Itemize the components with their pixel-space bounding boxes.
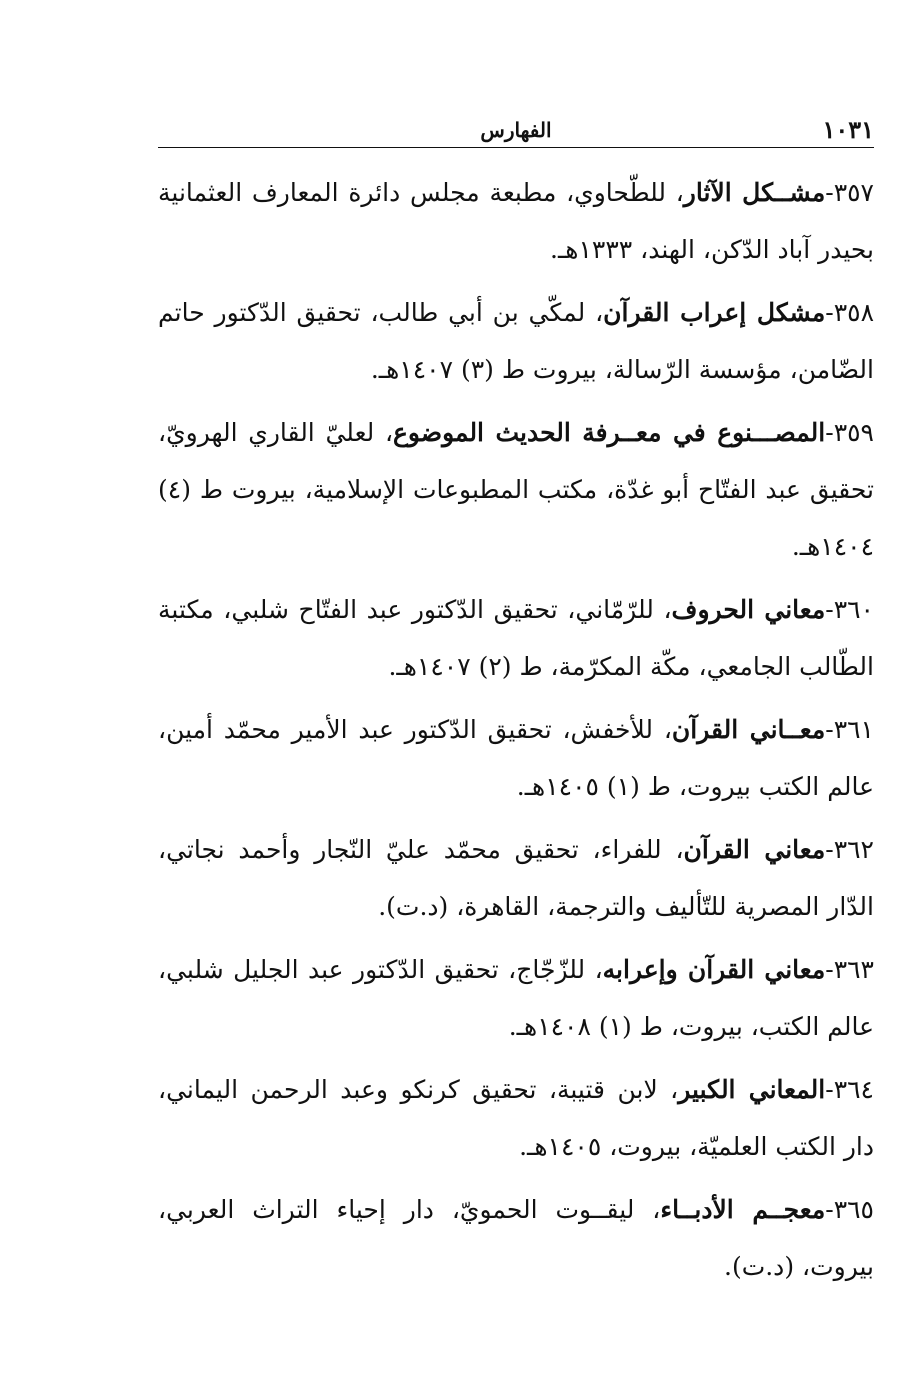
bibliography-entry — [158, 701, 874, 815]
bibliography-entry — [158, 284, 874, 398]
entry-title: مشــكل الآثار — [683, 178, 826, 207]
entry-number: ٣٦١- — [825, 715, 874, 744]
bibliography-entry — [158, 581, 874, 695]
entry-number: ٣٥٨- — [825, 298, 875, 327]
bibliography-entry — [158, 821, 874, 935]
bibliography-entry — [158, 404, 874, 575]
entry-number: ٣٥٧- — [825, 178, 874, 207]
entry-details: ، للزّجّاج، تحقيق الدّكتور عبد الجليل شلبي، عالم الكتب، بيروت، ط (١) ١٤٠٨هـ. — [158, 955, 874, 1041]
page-number: ١٠٣١ — [822, 115, 874, 144]
entry-title: المصـــنوع في معــرفة الحديث الموضوع — [393, 418, 826, 447]
entry-details: ، ليقــوت الحمويّ، دار إحياء التراث العربي، بيروت، (د.ت). — [158, 1195, 874, 1281]
entry-title: مشكل إعراب القرآن — [603, 298, 826, 327]
entry-number: ٣٦٤- — [825, 1075, 874, 1104]
entry-title: معاني القرآن — [683, 835, 826, 864]
entry-number: ٣٥٩- — [825, 418, 874, 447]
header-rule — [158, 147, 874, 148]
bibliography-entry — [158, 1061, 874, 1175]
entry-number: ٣٦٠- — [825, 595, 874, 624]
entry-details: ، للطّحاوي، مطبعة مجلس دائرة المعارف العثمانية بحيدر آباد الدّكن، الهند، ١٣٣٣هـ. — [158, 178, 874, 264]
entry-details: ، لعليّ القاري الهرويّ، تحقيق عبد الفتّاح أبو غدّة، مكتب المطبوعات الإسلامية، بيروت ط (٤) ١٤٠٤هـ. — [158, 418, 874, 561]
entry-title: معاني الحروف — [671, 595, 826, 624]
entry-number: ٣٦٣- — [825, 955, 874, 984]
bibliography-entry — [158, 1181, 874, 1295]
entry-details: ، لمكّي بن أبي طالب، تحقيق الدّكتور حاتم الضّامن، مؤسسة الرّسالة، بيروت ط (٣) ١٤٠٧هـ. — [158, 298, 874, 384]
entry-details: ، للرّمّاني، تحقيق الدّكتور عبد الفتّاح شلبي، مكتبة الطّالب الجامعي، مكّة المكرّمة، ط (٢) ١٤٠٧هـ. — [158, 595, 874, 681]
entry-title: معاني القرآن وإعرابه — [602, 955, 826, 984]
entry-number: ٣٦٥- — [825, 1195, 874, 1224]
page-header — [158, 112, 874, 148]
entry-title: معجــم الأدبــاء — [660, 1195, 826, 1224]
bibliography-entry — [158, 164, 874, 278]
bibliography-list — [158, 164, 874, 1301]
entry-details: ، للأخفش، تحقيق الدّكتور عبد الأمير محمّد أمين، عالم الكتب بيروت، ط (١) ١٤٠٥هـ. — [158, 715, 874, 801]
entry-details: ، للفراء، تحقيق محمّد عليّ النّجار وأحمد نجاتي، الدّار المصرية للتّأليف والترجمة، القاهرة، (د.ت). — [158, 835, 874, 921]
bibliography-entry — [158, 941, 874, 1055]
entry-number: ٣٦٢- — [825, 835, 874, 864]
entry-details: ، لابن قتيبة، تحقيق كرنكو وعبد الرحمن اليماني، دار الكتب العلميّة، بيروت، ١٤٠٥هـ. — [158, 1075, 874, 1161]
entry-title: المعاني الكبير — [678, 1075, 826, 1104]
entry-title: معــاني القرآن — [671, 715, 826, 744]
running-title: الفهارس — [480, 118, 552, 142]
